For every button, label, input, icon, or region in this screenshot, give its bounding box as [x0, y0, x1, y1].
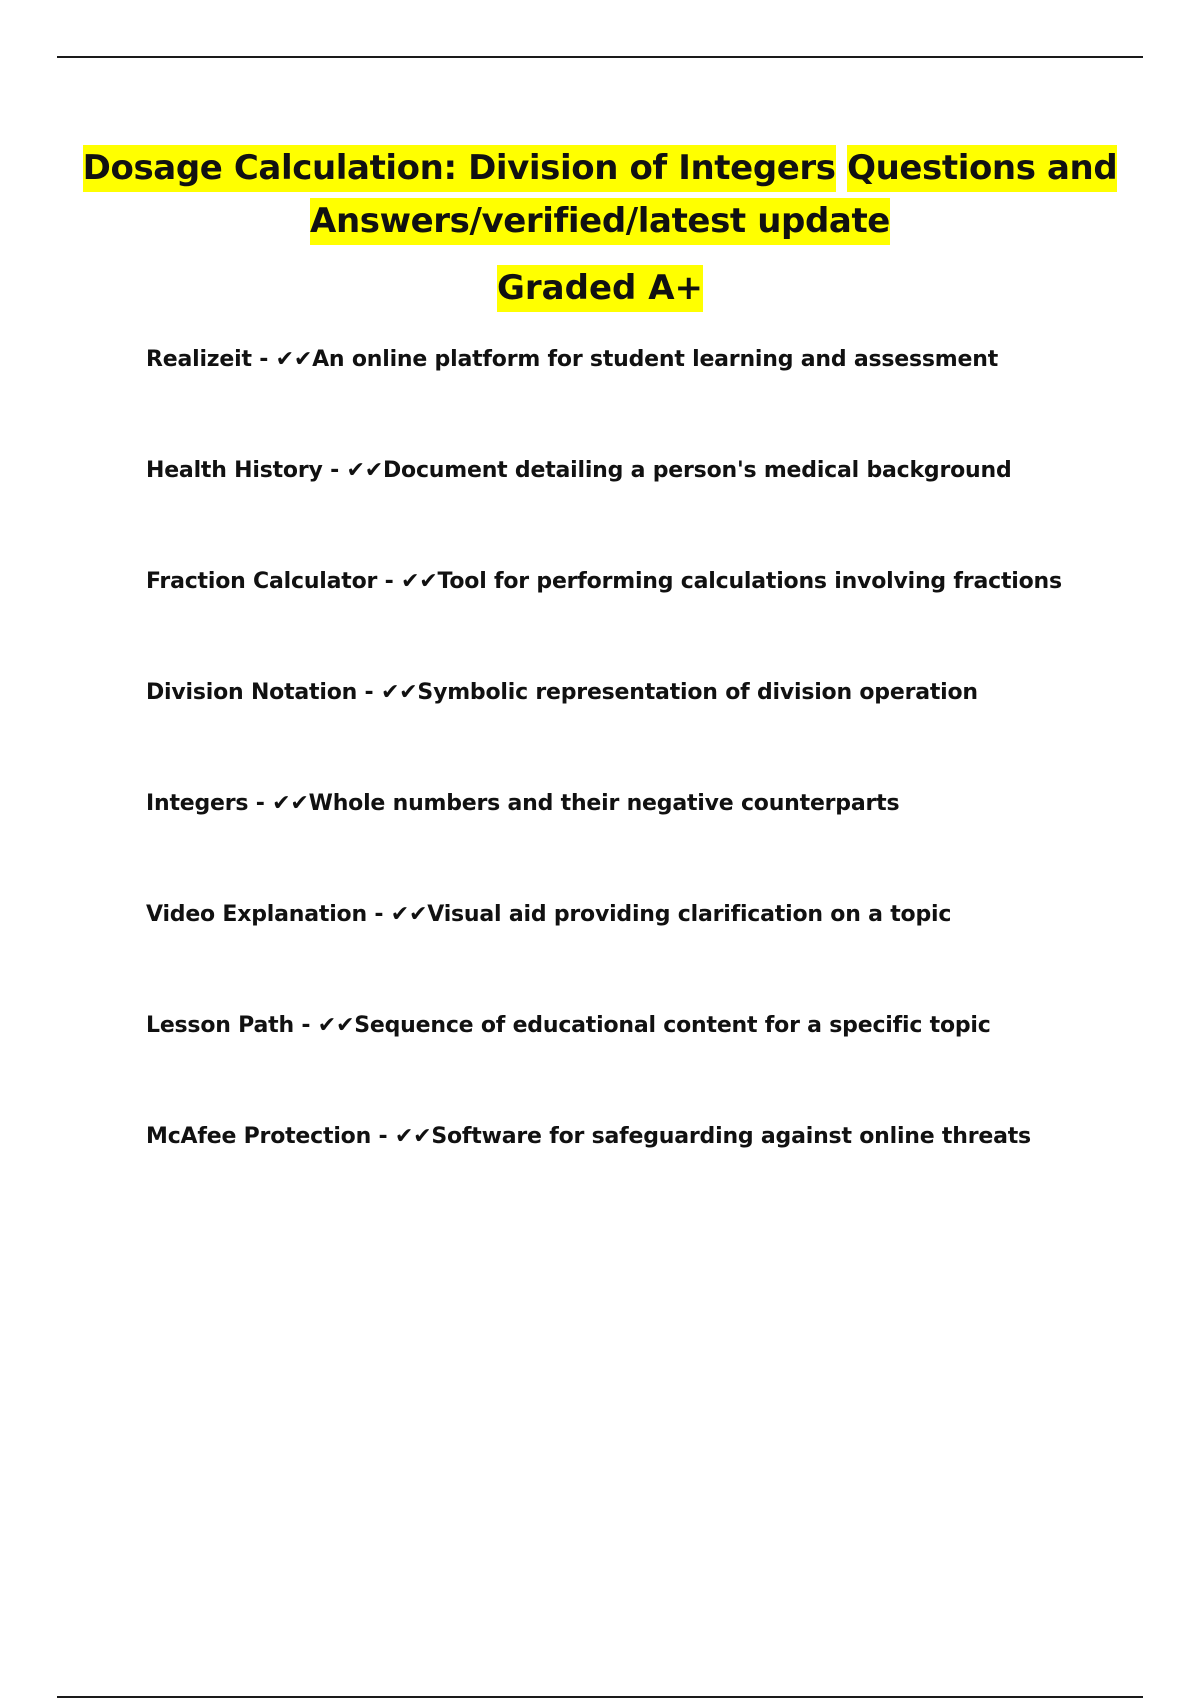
qa-definition: An online platform for student learning and assessment — [312, 347, 999, 372]
qa-item — [146, 673, 1146, 784]
check-mark-icon: ✔✔ — [275, 347, 313, 372]
qa-definition: Software for safeguarding against online threats — [431, 1124, 1031, 1149]
qa-separator: - — [371, 1124, 395, 1149]
check-mark-icon: ✔✔ — [401, 569, 438, 594]
grade-line — [57, 264, 1143, 312]
qa-separator: - — [357, 680, 381, 705]
qa-term: Integers — [146, 791, 249, 816]
qa-item — [146, 340, 1146, 451]
qa-definition: Sequence of educational content for a specific topic — [354, 1013, 991, 1038]
title-line-1 — [57, 142, 1143, 195]
bottom-rule — [57, 1696, 1143, 1698]
document-header — [57, 142, 1143, 312]
qa-separator: - — [248, 791, 273, 816]
qa-term: Lesson Path — [146, 1013, 294, 1038]
qa-term: Division Notation — [146, 680, 358, 705]
qa-term: Realizeit — [146, 347, 252, 372]
check-mark-icon: ✔✔ — [380, 680, 418, 705]
grade-label: Graded A+ — [497, 265, 703, 312]
qa-separator: - — [322, 458, 347, 483]
top-rule — [57, 56, 1143, 58]
qa-separator: - — [366, 902, 391, 927]
qa-list — [146, 340, 1146, 1228]
qa-definition: Whole numbers and their negative counterparts — [308, 791, 900, 816]
check-mark-icon: ✔✔ — [390, 902, 428, 927]
qa-item — [146, 1006, 1146, 1117]
qa-separator: - — [251, 347, 276, 372]
qa-separator: - — [377, 569, 402, 594]
qa-item — [146, 451, 1146, 562]
check-mark-icon: ✔✔ — [394, 1124, 432, 1149]
title-part-2: Questions and — [847, 145, 1117, 192]
qa-definition: Visual aid providing clarification on a topic — [427, 902, 952, 927]
qa-item — [146, 784, 1146, 895]
qa-term: Video Explanation — [146, 902, 367, 927]
qa-item — [146, 895, 1146, 1006]
check-mark-icon: ✔✔ — [346, 458, 383, 483]
qa-item — [146, 562, 1146, 673]
qa-term: Health History — [146, 458, 323, 483]
title-line-2 — [57, 195, 1143, 248]
check-mark-icon: ✔✔ — [272, 791, 309, 816]
qa-definition: Tool for performing calculations involving fractions — [437, 569, 1062, 594]
qa-definition: Symbolic representation of division operation — [417, 680, 978, 705]
check-mark-icon: ✔✔ — [317, 1013, 355, 1038]
qa-term: McAfee Protection — [146, 1124, 372, 1149]
qa-item — [146, 1117, 1146, 1228]
qa-separator: - — [293, 1013, 318, 1038]
title-part-1: Dosage Calculation: Division of Integers — [83, 145, 836, 192]
qa-term: Fraction Calculator — [146, 569, 378, 594]
qa-definition: Document detailing a person's medical background — [382, 458, 1012, 483]
title-part-3: Answers/verified/latest update — [310, 198, 890, 245]
